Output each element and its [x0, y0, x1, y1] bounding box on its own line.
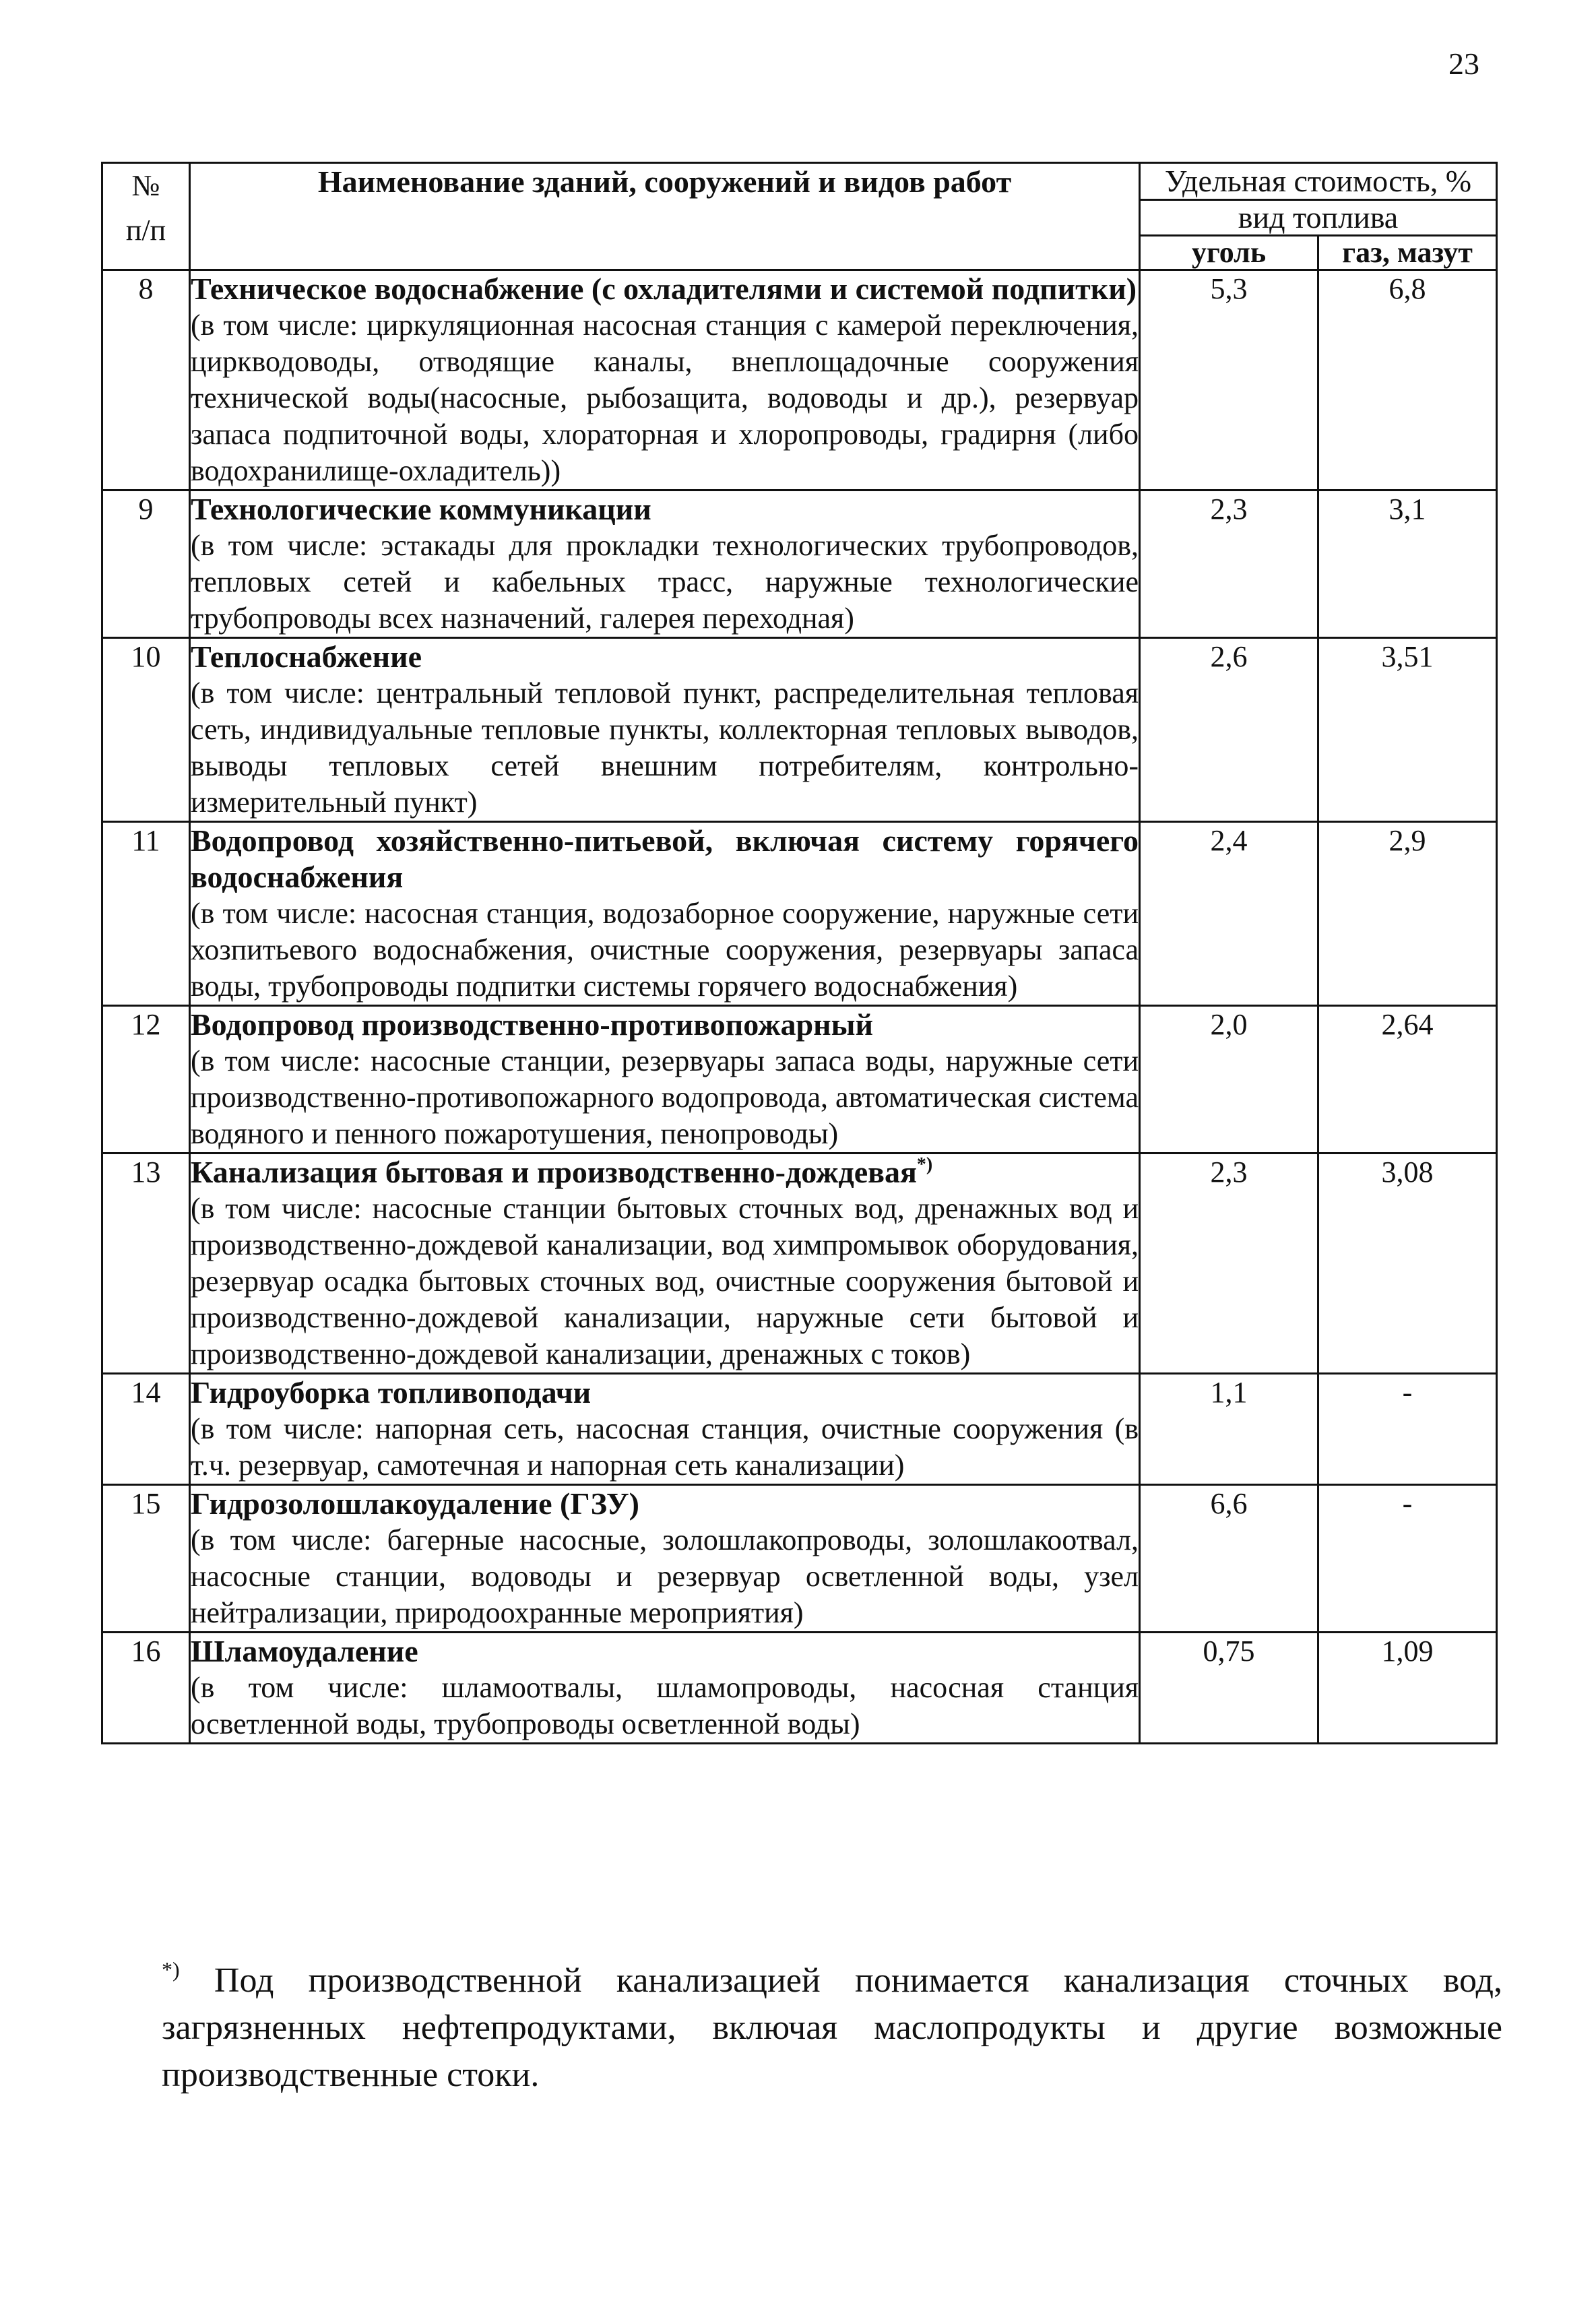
row-coal-value: 0,75	[1140, 1633, 1318, 1744]
table-row	[102, 1374, 1497, 1485]
row-description: (в том числе: шламоотвалы, шламопроводы, насосная станция осветленной воды, трубопроводы осветленной воды)	[191, 1671, 1139, 1740]
row-gas-value: 2,9	[1318, 822, 1497, 1006]
row-number: 15	[102, 1485, 190, 1633]
header-number	[102, 163, 190, 270]
page-number: 23	[1448, 46, 1479, 81]
row-description: (в том числе: центральный тепловой пункт, распределительная тепловая сеть, индивидуальные тепловые пункты, коллекторная тепловых выводов, выводы тепловых сетей внешним потребителям, контрольно-измерительный пункт)	[191, 676, 1139, 819]
row-name-cell	[190, 1633, 1140, 1744]
row-number: 13	[102, 1154, 190, 1374]
row-number: 16	[102, 1633, 190, 1744]
table-row	[102, 491, 1497, 638]
row-coal-value: 2,3	[1140, 491, 1318, 638]
row-title	[191, 491, 1139, 528]
row-name-cell	[190, 822, 1140, 1006]
footnote-reference: *)	[916, 1154, 933, 1175]
row-number: 10	[102, 638, 190, 822]
row-title	[191, 271, 1139, 307]
row-title	[191, 1007, 1139, 1043]
header-coal: уголь	[1140, 236, 1318, 270]
header-number-line2: п/п	[125, 214, 166, 247]
table-row	[102, 1006, 1497, 1154]
row-coal-value: 2,0	[1140, 1006, 1318, 1154]
footnote-marker: *)	[162, 1957, 180, 1982]
row-gas-value: 3,08	[1318, 1154, 1497, 1374]
row-description: (в том числе: насосные станции, резервуары запаса воды, наружные сети производственно-противопожарного водопровода, автоматическая система водяного и пенного пожаротушения, пенопроводы)	[191, 1044, 1139, 1150]
row-description: (в том числе: насосная станция, водозаборное сооружение, наружные сети хозпитьевого водоснабжения, очистные сооружения, резервуары запаса воды, трубопроводы подпитки системы горячего водоснабжения)	[191, 897, 1139, 1003]
table-row	[102, 638, 1497, 822]
row-number: 11	[102, 822, 190, 1006]
row-coal-value: 2,3	[1140, 1154, 1318, 1374]
header-cost: Удельная стоимость, %	[1140, 163, 1497, 200]
row-gas-value: 1,09	[1318, 1633, 1497, 1744]
row-name-cell	[190, 638, 1140, 822]
row-gas-value: -	[1318, 1485, 1497, 1633]
row-description: (в том числе: напорная сеть, насосная станция, очистные сооружения (в т.ч. резервуар, самотечная и напорная сеть канализации)	[191, 1412, 1139, 1482]
row-title-text: Гидроуборка топливоподачи	[191, 1375, 592, 1410]
row-number: 14	[102, 1374, 190, 1485]
row-title-text: Теплоснабжение	[191, 639, 422, 674]
row-title	[191, 1154, 1139, 1191]
row-description: (в том числе: эстакады для прокладки технологических трубопроводов, тепловых сетей и кабельных трасс, наружные технологические трубопроводы всех назначений, галерея переходная)	[191, 529, 1139, 635]
header-name: Наименование зданий, сооружений и видов работ	[190, 163, 1140, 270]
row-title	[191, 1486, 1139, 1522]
header-fuel-type: вид топлива	[1140, 200, 1497, 236]
row-title	[191, 639, 1139, 675]
row-name-cell	[190, 1485, 1140, 1633]
row-name-cell	[190, 1154, 1140, 1374]
row-title-text: Канализация бытовая и производственно-дождевая	[191, 1155, 917, 1189]
row-coal-value: 2,6	[1140, 638, 1318, 822]
row-number: 9	[102, 491, 190, 638]
row-title	[191, 823, 1139, 895]
row-gas-value: 3,51	[1318, 638, 1497, 822]
row-name-cell	[190, 1374, 1140, 1485]
row-title	[191, 1633, 1139, 1670]
row-gas-value: 3,1	[1318, 491, 1497, 638]
row-title-text: Техническое водоснабжение (с охладителями и системой подпитки)	[191, 272, 1137, 306]
row-coal-value: 5,3	[1140, 270, 1318, 491]
row-title-text: Технологические коммуникации	[191, 492, 651, 526]
row-name-cell	[190, 491, 1140, 638]
footnote-text: Под производственной канализацией понимается канализация сточных вод, загрязненных нефтепродуктами, включая маслопродукты и другие возможные производственные стоки.	[162, 1961, 1503, 2094]
row-number: 12	[102, 1006, 190, 1154]
row-name-cell	[190, 270, 1140, 491]
row-coal-value: 1,1	[1140, 1374, 1318, 1485]
row-number: 8	[102, 270, 190, 491]
row-description: (в том числе: насосные станции бытовых сточных вод, дренажных вод и производственно-дождевой канализации, вод химпромывок оборудования, резервуар осадка бытовых сточных вод, очистные сооружения бытовой и производственно-дождевой канализации, наружные сети бытовой и производственно-дождевой канализации, дренажных с токов)	[191, 1192, 1139, 1370]
row-title-text: Шламоудаление	[191, 1634, 418, 1668]
row-title-text: Водопровод хозяйственно-питьевой, включая систему горячего водоснабжения	[191, 823, 1139, 894]
row-coal-value: 2,4	[1140, 822, 1318, 1006]
table-row	[102, 1633, 1497, 1744]
table-row	[102, 822, 1497, 1006]
row-coal-value: 6,6	[1140, 1485, 1318, 1633]
cost-table	[101, 162, 1498, 1744]
row-name-cell	[190, 1006, 1140, 1154]
row-gas-value: 6,8	[1318, 270, 1497, 491]
header-gas: газ, мазут	[1318, 236, 1497, 270]
row-title-text: Водопровод производственно-противопожарный	[191, 1007, 874, 1042]
table-row	[102, 270, 1497, 491]
row-description: (в том числе: циркуляционная насосная станция с камерой переключения, циркводоводы, отводящие каналы, внеплощадочные сооружения технической воды(насосные, рыбозащита, водоводы и др.), резервуар запаса подпиточной воды, хлораторная и хлоропроводы, градирня (либо водохранилище-охладитель))	[191, 309, 1139, 487]
header-number-line1: №	[131, 169, 160, 202]
row-gas-value: -	[1318, 1374, 1497, 1485]
row-title	[191, 1374, 1139, 1411]
row-gas-value: 2,64	[1318, 1006, 1497, 1154]
table-row	[102, 1154, 1497, 1374]
table-row	[102, 1485, 1497, 1633]
footnote	[162, 1957, 1502, 2099]
row-title-text: Гидрозолошлакоудаление (ГЗУ)	[191, 1486, 639, 1521]
row-description: (в том числе: багерные насосные, золошлакопроводы, золошлакоотвал, насосные станции, водоводы и резервуар осветленной воды, узел нейтрализации, природоохранные мероприятия)	[191, 1523, 1139, 1629]
